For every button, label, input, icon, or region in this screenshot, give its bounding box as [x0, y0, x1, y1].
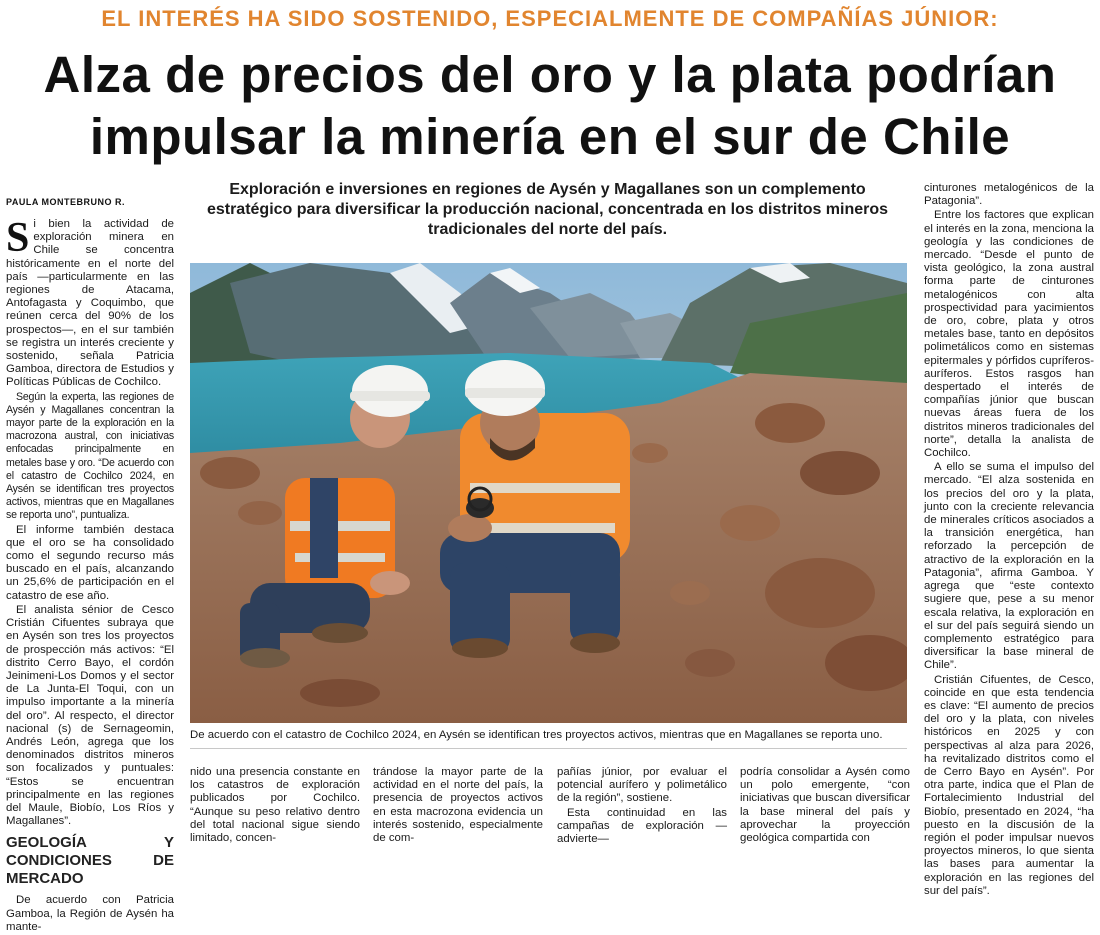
left-paragraph-5: De acuerdo con Patricia Gamboa, la Región de Aysén ha mante- — [6, 894, 174, 933]
bottom-col2-text: trándose la mayor parte de la actividad en el norte del país, la presencia de proyectos activos en esta macrozona evidencia un interés sostenido, especialmente de com- — [373, 766, 543, 845]
deck: Exploración e inversiones en regiones de Aysén y Magallanes son un complemento estratégico para diversificar la producción nacional, concentrada en los distritos mineros tradicionales del norte del país. — [206, 181, 889, 238]
article-photo — [190, 263, 907, 723]
right-column — [924, 182, 1094, 899]
bottom-col4-text: podría consolidar a Aysén como un polo emergente, “con iniciativas que buscan diversificar la base mineral del país y aprovechar la proyección geológica compartida con — [740, 766, 910, 845]
bottom-column-3 — [557, 766, 727, 847]
bottom-column-1 — [190, 766, 360, 846]
photo-caption: De acuerdo con el catastro de Cochilco 2024, en Aysén se identifican tres proyectos activos, mientras que en Magallanes se reporta uno. — [190, 729, 883, 741]
right-paragraph-0: cinturones metalogénicos de la Patagonia”. — [924, 182, 1094, 208]
right-paragraph-2: A ello se suma el impulso del mercado. “El alza sostenida en los precios del oro y la plata, junto con la creciente relevancia de minerales críticos asociados a la transición energética, han reforzado la percepción de atractivo de la exploración en la Patagonia”, afirma Gamboa. Y agrega que “este contexto sugiere que, pese a su menor escala relativa, la exploración en el sur del país seguirá siendo un complemento estratégico para diversificar la base mineral de Chile”. — [924, 461, 1094, 672]
left-paragraph-2: Según la experta, las regiones de Aysén y Magallanes concentran la mayor parte de la exploración en la macrozona austral, con iniciativas enfocadas principalmente en metales base y oro. “De acuerdo con el catastro de Cochilco 2024, en Aysén se identifican tres proyectos activos, mientras que en Magallanes se reporta uno”, puntualiza. — [6, 390, 174, 522]
dropcap: S — [6, 215, 30, 261]
left-paragraph-1: Si bien la actividad de exploración minera en Chile se concentra históricamente en el norte del país —particularmente en las regiones de Atacama, Antofagasta y Coquimbo, que reúnen cerca del 90% de los prospectos—, en el sur también se registra un interés creciente y sostenido, señala Patricia Gamboa, directora de Estudios y Políticas Públicas de Cochilco. — [6, 215, 174, 389]
headline — [0, 44, 1100, 168]
kicker: EL INTERÉS HA SIDO SOSTENIDO, ESPECIALMENTE DE COMPAÑÍAS JÚNIOR: — [101, 6, 999, 31]
left-paragraph-3: El informe también destaca que el oro se ha consolidado como el segundo recurso más buscado en el país, alcanzando un 25,6% de participación en el catastro de ese año. — [6, 523, 174, 602]
bottom-column-4 — [740, 766, 910, 846]
headline-line-2: impulsar la minería en el sur de Chile — [89, 108, 1011, 165]
left-column — [6, 215, 174, 935]
headline-line-1: Alza de precios del oro y la plata podrían — [43, 46, 1057, 103]
photo-illustration — [190, 263, 907, 723]
right-paragraph-1: Entre los factores que explican el interés en la zona, menciona la geología y las condiciones de mercado. “Desde el punto de vista geológico, la zona austral forma parte de cinturones metalogénicos con alta prospectividad para yacimientos de oro, cobre, plata y otros metales base, tanto en depósitos polimetálicos como en sistemas epitermales y pórfidos cupríferos-auríferos. Estos rasgos han despertado el interés de compañías júnior que buscan nuevas áreas fuera de los distritos mineros tradicionales del norte”, detalla la analista de Cochilco. — [924, 209, 1094, 460]
bottom-column-2 — [373, 766, 543, 846]
byline: PAULA MONTEBRUNO R. — [6, 197, 125, 207]
caption-rule — [190, 748, 907, 749]
bottom-col3-text-b: Esta continuidad en las campañas de exploración —advierte— — [557, 806, 727, 846]
bottom-col1-text: nido una presencia constante en los catastros de exploración publicados por Cochilco. “Aunque su peso relativo dentro del total nacional sigue siendo limitado, concen- — [190, 766, 360, 845]
bottom-col3-text-a: pañías júnior, por evaluar el potencial aurífero y polimetálico de la región”, sostiene. — [557, 766, 727, 805]
subhead-geologia: GEOLOGÍA Y CONDICIONES DE MERCADO — [6, 834, 174, 888]
left-paragraph-4: El analista sénior de Cesco Cristián Cifuentes subraya que en Aysén son tres los proyectos de prospección más activos: “El distrito Cerro Bayo, el cordón Jeinimeni-Los Domos y el sector de La Junta-El Toqui, con un impulso importante a la minería del oro”. Al respecto, el director nacional (s) de Sernageomin, Andrés León, agrega que los denominados distritos mineros son focalizados y puntuales: “Estos se encuentran principalmente en las regiones del Maule, Biobío, Los Ríos y Magallanes”. — [6, 603, 174, 828]
right-paragraph-3: Cristián Cifuentes, de Cesco, coincide en que esta tendencia es clave: “El aumento de precios del oro y la plata, con niveles históricos en 2025 y con perspectivas al alza para 2026, ha revitalizado distritos como el de Cerro Bayo en Aysén”. Por otra parte, indica que el Plan de Fortalecimiento Industrial del Biobío, presentado en 2024, “ha puesto en la discusión de la región el poder impulsar nuevos proyectos mineros, lo que sienta las bases para aumentar la exploración en las regiones del sur del país”. — [924, 673, 1094, 897]
